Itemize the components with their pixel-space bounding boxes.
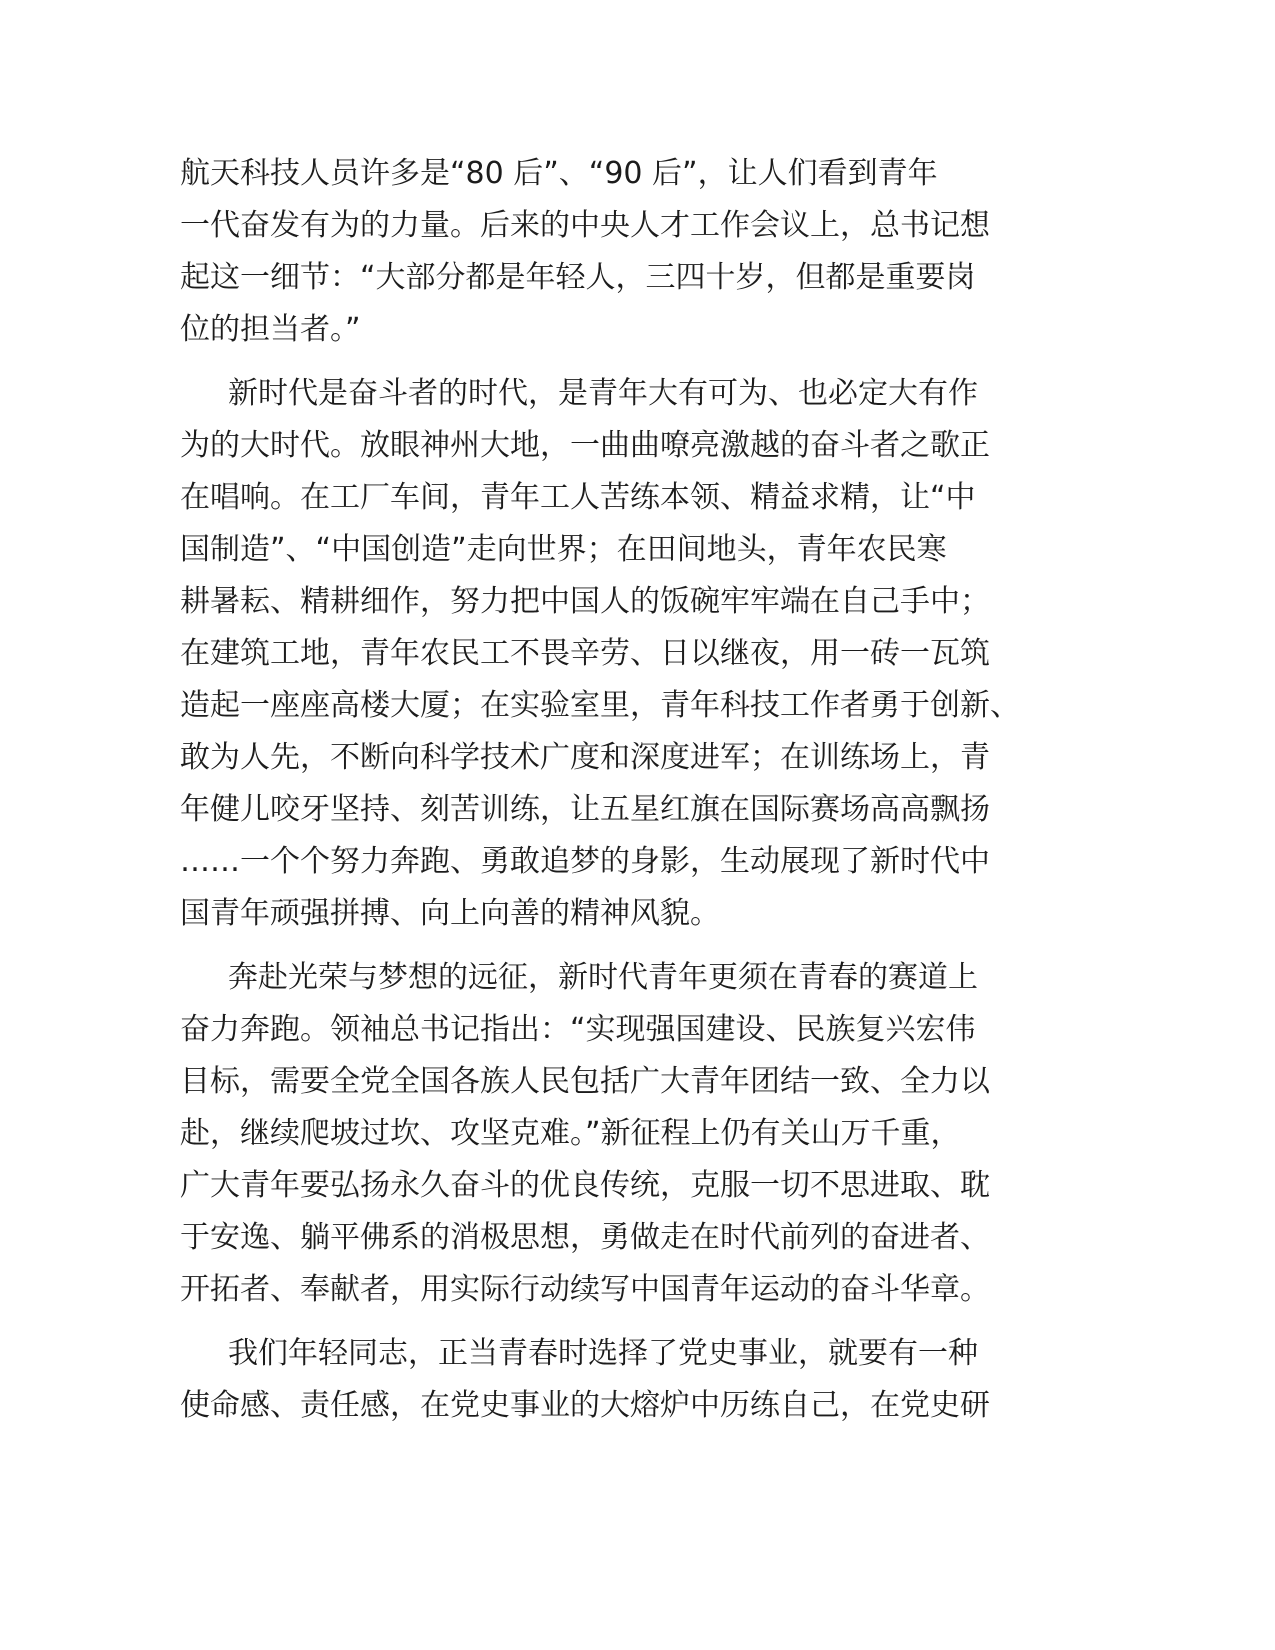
paragraph-1 bbox=[180, 148, 1060, 356]
text-line: 广大青年要弘扬永久奋斗的优良传统，克服一切不思进取、耽 bbox=[180, 1168, 990, 1203]
text-line: 敢为人先，不断向科学技术广度和深度进军；在训练场上，青 bbox=[180, 740, 990, 775]
text-line: 奋力奔跑。领袖总书记指出：“实现强国建设、民族复兴宏伟 bbox=[180, 1012, 976, 1047]
text-line: 耕暑耘、精耕细作，努力把中国人的饭碗牢牢端在自己手中； bbox=[180, 584, 990, 619]
text-line: 在唱响。在工厂车间，青年工人苦练本领、精益求精，让“中 bbox=[180, 480, 976, 515]
text-line: 在建筑工地，青年农民工不畏辛劳、日以继夜，用一砖一瓦筑 bbox=[180, 636, 990, 671]
text-line: 使命感、责任感，在党史事业的大熔炉中历练自己，在党史研 bbox=[180, 1388, 990, 1423]
text-line: 为的大时代。放眼神州大地，一曲曲嘹亮激越的奋斗者之歌正 bbox=[180, 428, 990, 463]
text-line: 新时代是奋斗者的时代，是青年大有可为、也必定大有作 bbox=[228, 376, 978, 411]
text-line: 国制造”、“中国创造”走向世界；在田间地头，青年农民寒 bbox=[180, 532, 947, 567]
text-line: 起这一细节：“大部分都是年轻人，三四十岁，但都是重要岗 bbox=[180, 260, 976, 295]
paragraph-4 bbox=[180, 1328, 1060, 1432]
text-line: 一代奋发有为的力量。后来的中央人才工作会议上，总书记想 bbox=[180, 208, 990, 243]
text-line: 航天科技人员许多是“80 后”、“90 后”，让人们看到青年 bbox=[180, 156, 938, 191]
text-line: 目标，需要全党全国各族人民包括广大青年团结一致、全力以 bbox=[180, 1064, 990, 1099]
text-line: 国青年顽强拼搏、向上向善的精神风貌。 bbox=[180, 896, 720, 931]
text-line: ……一个个努力奔跑、勇敢追梦的身影，生动展现了新时代中 bbox=[180, 844, 990, 879]
text-line: 赴，继续爬坡过坎、攻坚克难。”新征程上仍有关山万千重， bbox=[180, 1116, 961, 1151]
paragraph-2 bbox=[180, 368, 1060, 940]
text-line: 年健儿咬牙坚持、刻苦训练，让五星红旗在国际赛场高高飘扬 bbox=[180, 792, 990, 827]
text-line: 奔赴光荣与梦想的远征，新时代青年更须在青春的赛道上 bbox=[228, 960, 978, 995]
paragraph-3 bbox=[180, 952, 1060, 1316]
text-line: 于安逸、躺平佛系的消极思想，勇做走在时代前列的奋进者、 bbox=[180, 1220, 990, 1255]
document-body bbox=[180, 148, 1060, 1432]
text-line: 我们年轻同志，正当青春时选择了党史事业，就要有一种 bbox=[228, 1336, 978, 1371]
text-line: 造起一座座高楼大厦；在实验室里，青年科技工作者勇于创新、 bbox=[180, 688, 1020, 723]
text-line: 位的担当者。” bbox=[180, 312, 361, 347]
text-line: 开拓者、奉献者，用实际行动续写中国青年运动的奋斗华章。 bbox=[180, 1272, 990, 1307]
